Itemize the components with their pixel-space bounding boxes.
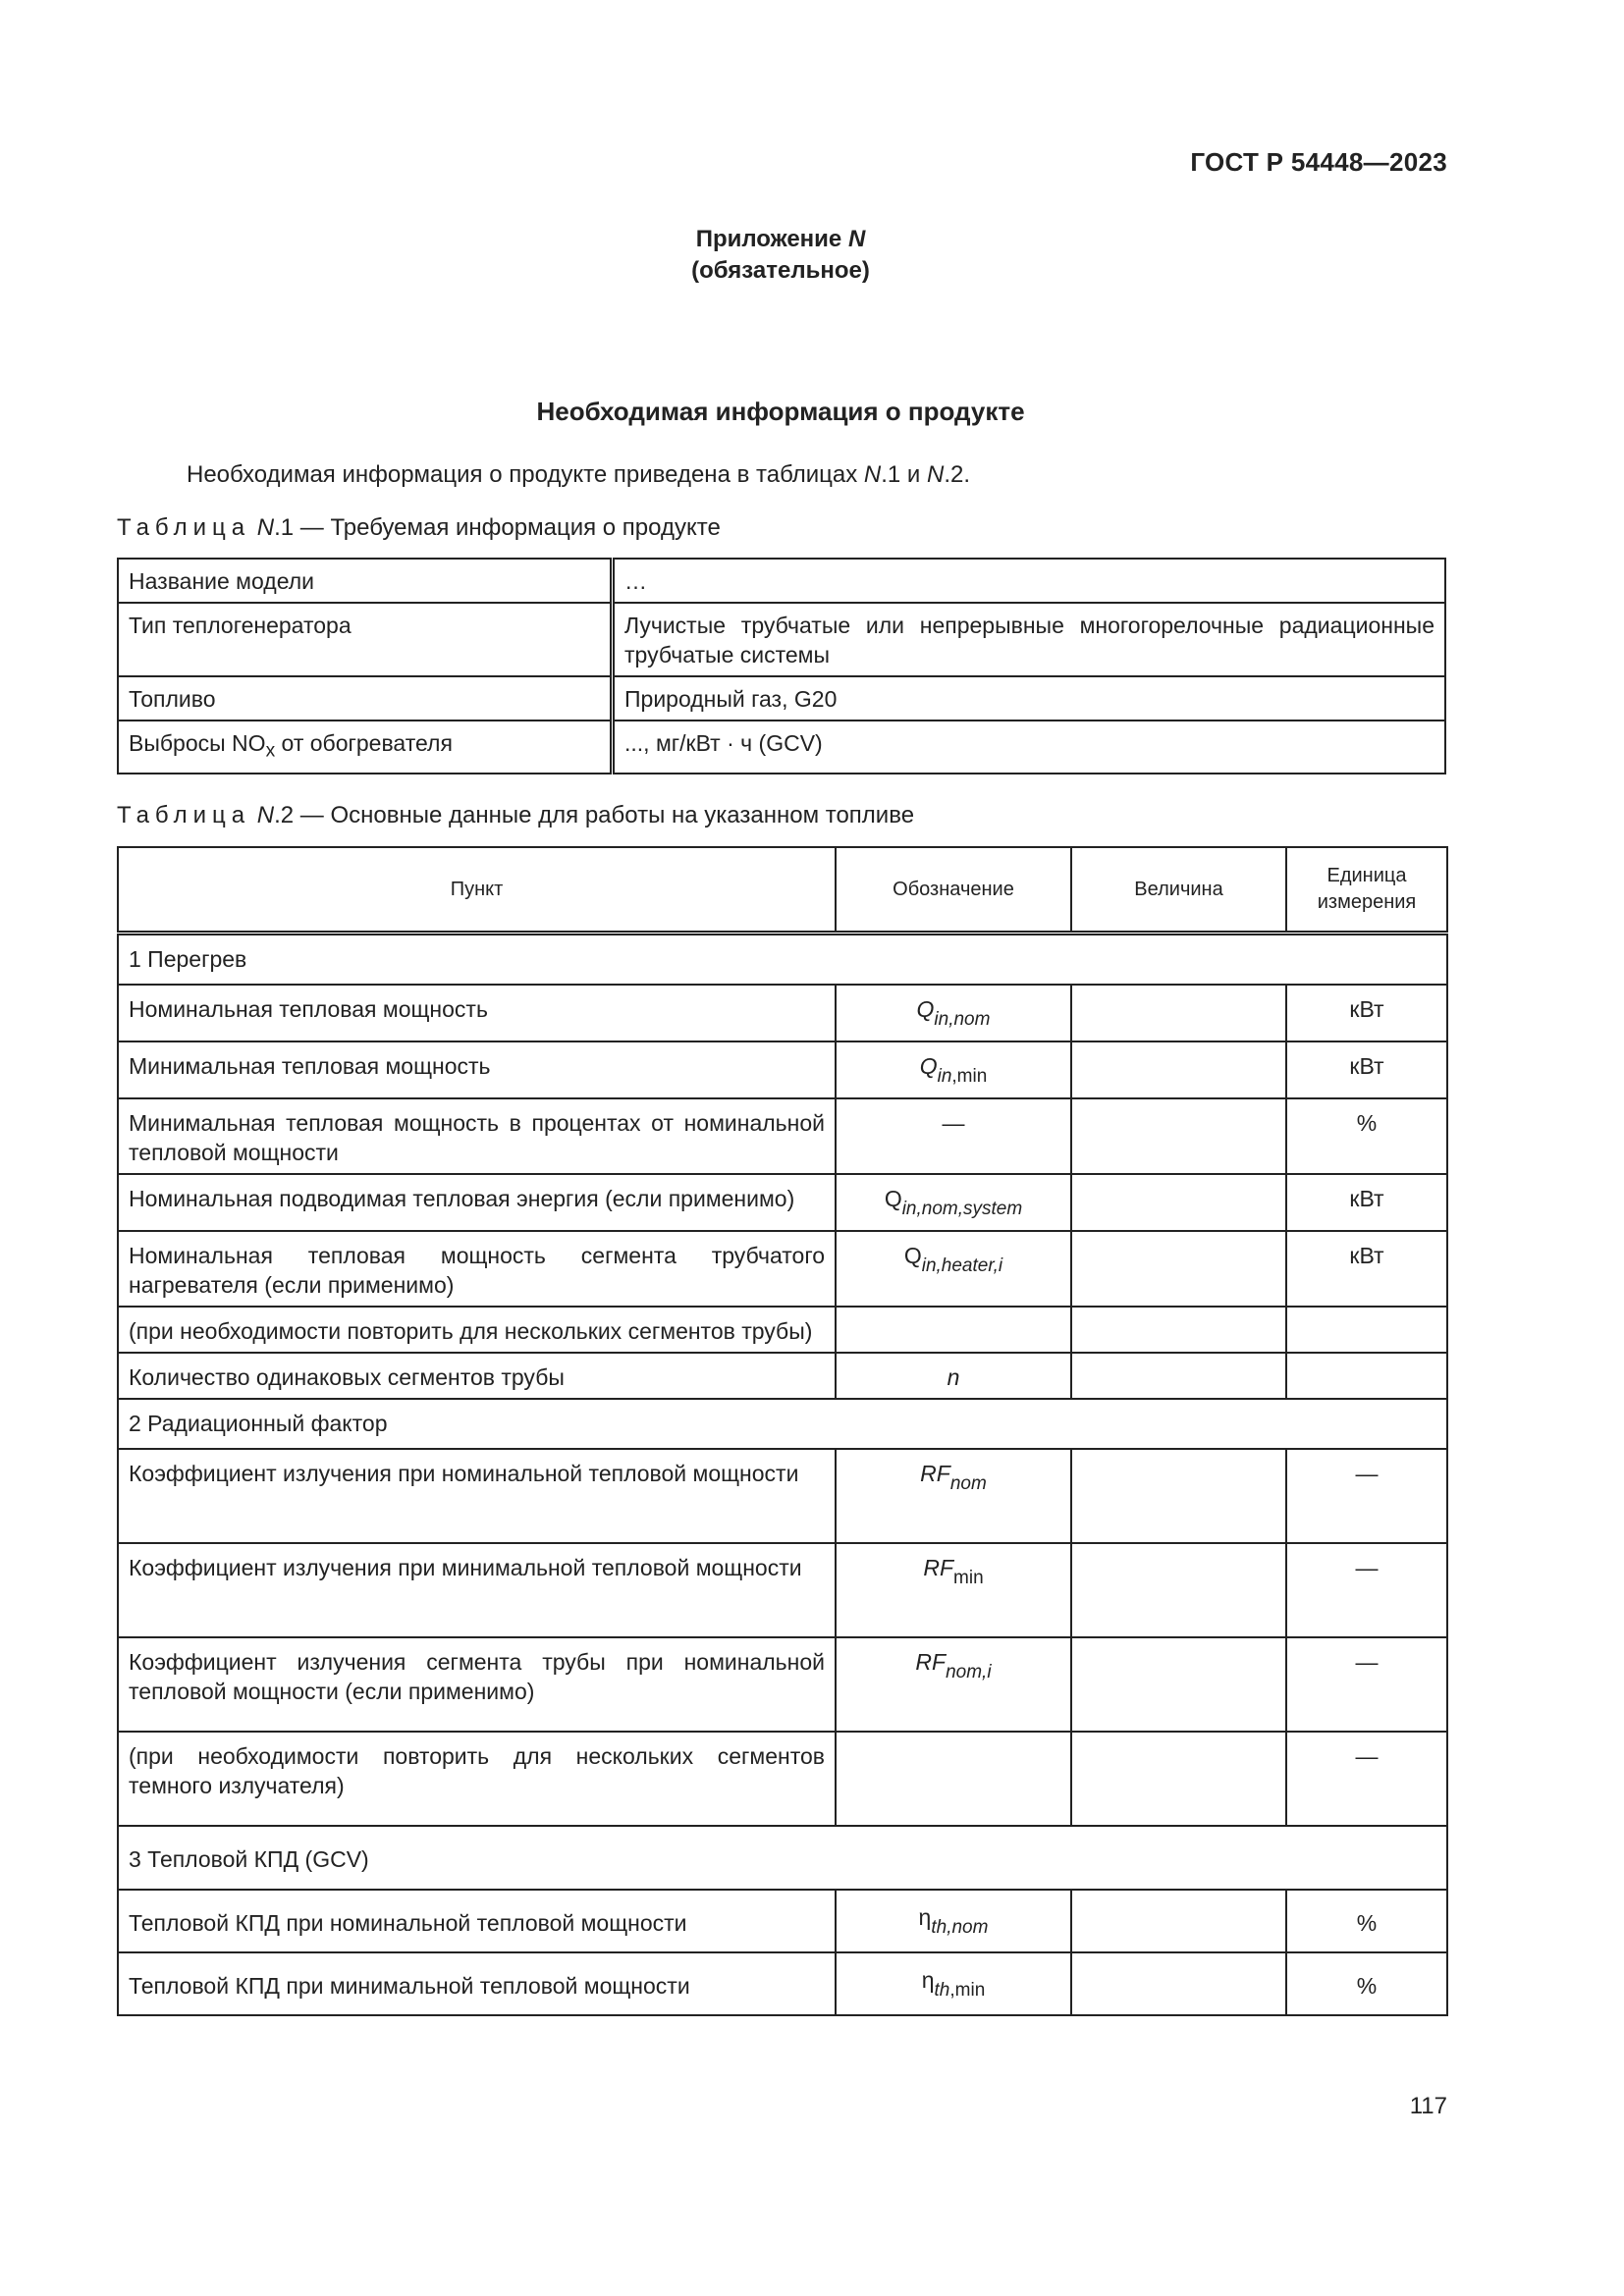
section-row [118,934,1447,986]
section-row [118,1399,1447,1449]
table-row [118,1041,1447,1098]
page-number: 117 [1409,2093,1447,2119]
table-row [118,1098,1447,1174]
param-name: Номинальная тепловая мощность сегмента трубчатого нагревателя (если применимо) [118,1231,836,1307]
intro-paragraph: Необходимая информация о продукте приведена в таблицах N.1 и N.2. [187,461,971,488]
param-symbol: $\eta_{th,min}$ [836,1952,1071,2015]
row-label: Название модели [118,559,613,603]
param-value [1071,1732,1286,1826]
table-row [118,1174,1447,1231]
table-row [118,603,1445,676]
table-row [118,1307,1447,1353]
table-row [118,676,1445,721]
param-name: Номинальная тепловая мощность [118,985,836,1041]
param-symbol [836,1732,1071,1826]
param-name: Минимальная тепловая мощность [118,1041,836,1098]
table-row [118,1637,1447,1732]
annex-title: Приложение N [695,226,866,252]
param-unit: кВт [1286,1231,1447,1307]
param-name: (при необходимости повторить для нескольких сегментов темного излучателя) [118,1732,836,1826]
param-unit: кВт [1286,985,1447,1041]
param-name: Коэффициент излучения при минимальной тепловой мощности [118,1543,836,1637]
param-unit: — [1286,1637,1447,1732]
section-title: Необходимая информация о продукте [536,397,1025,426]
param-value [1071,1449,1286,1543]
param-name: (при необходимости повторить для нескольких сегментов трубы) [118,1307,836,1353]
param-value [1071,1353,1286,1399]
table-row [118,985,1447,1041]
param-symbol: n [836,1353,1071,1399]
row-label: Выбросы $NO_x$ от обогревателя [118,721,613,774]
row-value: ..., мг/кВт · ч (GCV) [613,721,1446,774]
param-unit: — [1286,1449,1447,1543]
param-unit: % [1286,1952,1447,2015]
param-name: Количество одинаковых сегментов трубы [118,1353,836,1399]
param-value [1071,1307,1286,1353]
table-row [118,721,1445,774]
param-symbol [836,1307,1071,1353]
param-value [1071,1231,1286,1307]
table-row [118,1543,1447,1637]
row-label: Тип теплогенератора [118,603,613,676]
section-title: 3 Тепловой КПД (GCV) [118,1826,1447,1890]
param-symbol: $Q_{in,heater,i}$ [836,1231,1071,1307]
param-name: Номинальная подводимая тепловая энергия (если применимо) [118,1174,836,1231]
param-unit: — [1286,1732,1447,1826]
header-symbol: Обозначение [836,847,1071,934]
param-value [1071,1098,1286,1174]
param-unit [1286,1307,1447,1353]
param-symbol: $Q_{in,nom}$ [836,985,1071,1041]
table-required-info [117,558,1446,774]
param-unit: кВт [1286,1041,1447,1098]
param-name: Коэффициент излучения сегмента трубы при номинальной тепловой мощности (если применимо) [118,1637,836,1732]
table-operating-data [117,846,1448,2016]
standard-header: ГОСТ Р 54448—2023 [1190,147,1447,177]
param-value [1071,1637,1286,1732]
param-value [1071,1543,1286,1637]
param-value [1071,985,1286,1041]
param-value [1071,1952,1286,2015]
param-symbol: $RF_{min}$ [836,1543,1071,1637]
param-name: Минимальная тепловая мощность в процентах от номинальной тепловой мощности [118,1098,836,1174]
table2-caption: Таблица N.2 — Основные данные для работы на указанном топливе [117,802,915,828]
table-row [118,1231,1447,1307]
param-unit: % [1286,1098,1447,1174]
param-value [1071,1890,1286,1952]
table-row [118,1732,1447,1826]
section-row [118,1826,1447,1890]
header-unit: Единица измерения [1286,847,1447,934]
table-header-row [118,847,1447,934]
section-title: 2 Радиационный фактор [118,1399,1447,1449]
row-value: … [613,559,1446,603]
row-value: Лучистые трубчатые или непрерывные многогорелочные радиационные трубчатые системы [613,603,1446,676]
table-row [118,559,1445,603]
param-name: Коэффициент излучения при номинальной тепловой мощности [118,1449,836,1543]
param-symbol: $Q_{in,nom,system}$ [836,1174,1071,1231]
param-value [1071,1174,1286,1231]
param-name: Тепловой КПД при номинальной тепловой мощности [118,1890,836,1952]
row-label: Топливо [118,676,613,721]
annex-heading [0,224,1561,287]
section-title: 1 Перегрев [118,934,1447,986]
table-row [118,1449,1447,1543]
param-unit: — [1286,1543,1447,1637]
annex-status: (обязательное) [691,257,870,284]
table1-caption: Таблица N.1 — Требуемая информация о продукте [117,514,721,541]
header-value: Величина [1071,847,1286,934]
param-unit: кВт [1286,1174,1447,1231]
table-row [118,1353,1447,1399]
table-row [118,1952,1447,2015]
row-value: Природный газ, G20 [613,676,1446,721]
param-symbol: $RF_{nom}$ [836,1449,1071,1543]
annex-letter: N [847,226,866,252]
param-symbol: — [836,1098,1071,1174]
header-item: Пункт [118,847,836,934]
param-value [1071,1041,1286,1098]
param-name: Тепловой КПД при минимальной тепловой мощности [118,1952,836,2015]
param-symbol: $RF_{nom,i}$ [836,1637,1071,1732]
param-symbol: $Q_{in,min}$ [836,1041,1071,1098]
param-unit: % [1286,1890,1447,1952]
table-row [118,1890,1447,1952]
param-symbol: $\eta_{th,nom}$ [836,1890,1071,1952]
param-unit [1286,1353,1447,1399]
